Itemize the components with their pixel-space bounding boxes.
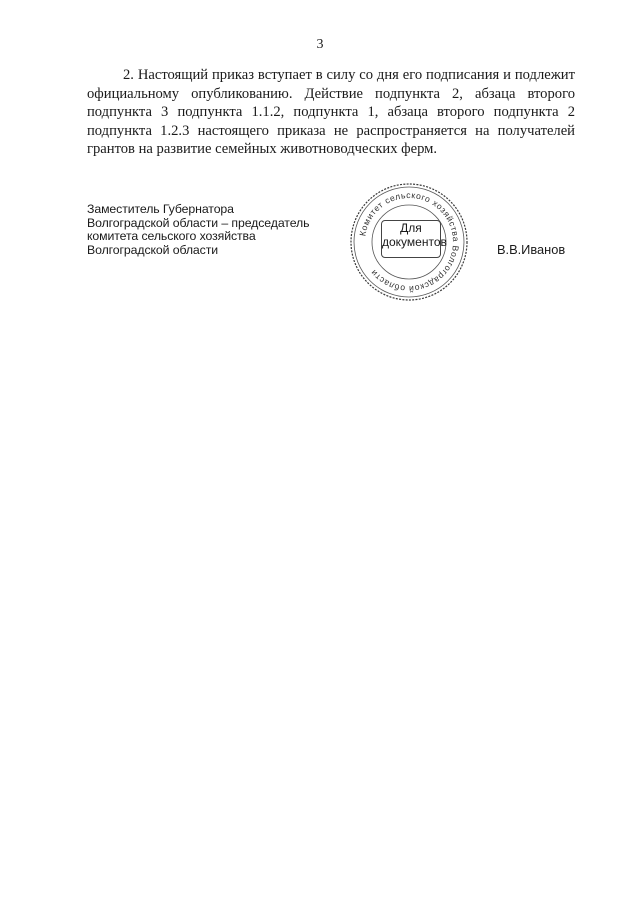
seal-center-line-1: Для xyxy=(400,221,422,235)
signer-name: В.В.Иванов xyxy=(497,242,566,257)
body-paragraph: 2. Настоящий приказ вступает в силу со дня его подписания и подлежит официальному опубликованию. Действие подпункта 2, абзаца второго подпункта 3 подпункта 1.1.2, подпункта 1, абзаца второго подпункта 2 подпункта 1.2.3 настоящего приказа не распространяется на получателей грантов на развитие семейных животноводческих ферм. xyxy=(87,67,575,157)
official-seal xyxy=(347,180,471,304)
position-line-1: Заместитель Губернатора xyxy=(87,202,234,216)
page-number: 3 xyxy=(316,37,324,52)
position-line-4: Волгоградской области xyxy=(87,242,219,257)
signatory-position xyxy=(87,203,347,257)
seal-center-label xyxy=(381,220,447,258)
seal-center-line-2: документов xyxy=(382,235,447,249)
seal-ring-text-path: Комитет сельского хозяйства Волгоградской области xyxy=(357,189,462,295)
position-line-3: комитета сельского хозяйства xyxy=(87,229,256,244)
position-line-2: Волгоградской области – председатель xyxy=(87,215,310,230)
